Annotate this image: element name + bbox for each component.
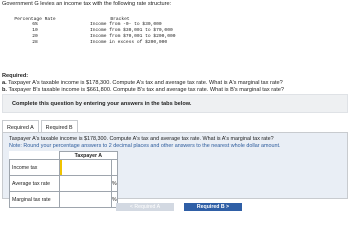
bracket-value: Income in excess of $200,000 [90,40,168,46]
bracket-header: Bracket [110,17,130,22]
rate-value: 28 [32,40,38,46]
empty-header-cell [10,152,60,160]
marginal-rate-input-cell [60,192,112,208]
percentage-rate-header: Percentage Rate [14,17,56,22]
intro-text: Government G levies an income tax with the following rate structure: [2,1,172,7]
rate-value: 20 [32,34,38,40]
answer-table [9,151,118,208]
tab-required-b[interactable]: Required B [41,120,78,136]
taxpayer-a-header: Taxpayer A [60,152,118,160]
bracket-value: Income from -0- to $30,000 [90,22,162,27]
rate-value: 6% [32,22,38,27]
required-a-label: a. [2,80,7,86]
next-required-b-button[interactable]: Required B > [184,203,242,211]
bracket-value: Income from $30,001 to $70,000 [90,28,173,34]
required-heading: Required: [2,73,29,79]
answer-row-income-tax [10,160,118,176]
tab-panel-required-a [2,133,348,203]
prev-required-a-button[interactable]: < Required A [116,203,174,211]
answer-header-row [10,152,118,160]
row-label: Marginal tax rate [10,192,60,208]
required-b-label: b. [2,87,7,93]
average-tax-rate-input[interactable] [60,176,111,191]
unit-cell [112,160,118,176]
rate-row [6,40,176,46]
row-label: Income tax [10,160,60,176]
required-a [2,80,284,87]
income-tax-input[interactable] [60,160,111,175]
rate-structure-table [6,17,176,46]
percent-unit: % [112,192,118,208]
required-section [2,73,284,94]
required-b [2,87,284,94]
panel-instructions [9,136,281,150]
required-b-text: Taxpayer B's taxable income is $661,800. Compute B's tax and average tax rate. What is B's marginal tax rate? [8,87,285,93]
tab-required-a[interactable]: Required A [2,120,39,136]
panel-question: Taxpayer A's taxable income is $178,300. Compute A's tax and average tax rate. What is A's marginal tax rate? [9,136,274,142]
row-label: Average tax rate [10,176,60,192]
marginal-tax-rate-input[interactable] [60,192,111,207]
income-tax-input-cell [60,160,112,176]
answer-row-marginal-rate [10,192,118,208]
instructions-banner: Complete this question by entering your answers in the tabs below. [2,94,348,113]
answer-row-average-rate [10,176,118,192]
average-rate-input-cell [60,176,112,192]
required-a-text: Taxpayer A's taxable income is $178,300. Compute A's tax and average tax rate. What is A's marginal tax rate? [8,80,283,86]
bracket-value: Income from $70,001 to $200,000 [90,34,176,40]
rate-value: 10 [32,28,38,34]
rounding-note: Note: Round your percentage answers to 2 decimal places and other answers to the nearest whole dollar amount. [9,143,281,149]
percent-unit: % [112,176,118,192]
